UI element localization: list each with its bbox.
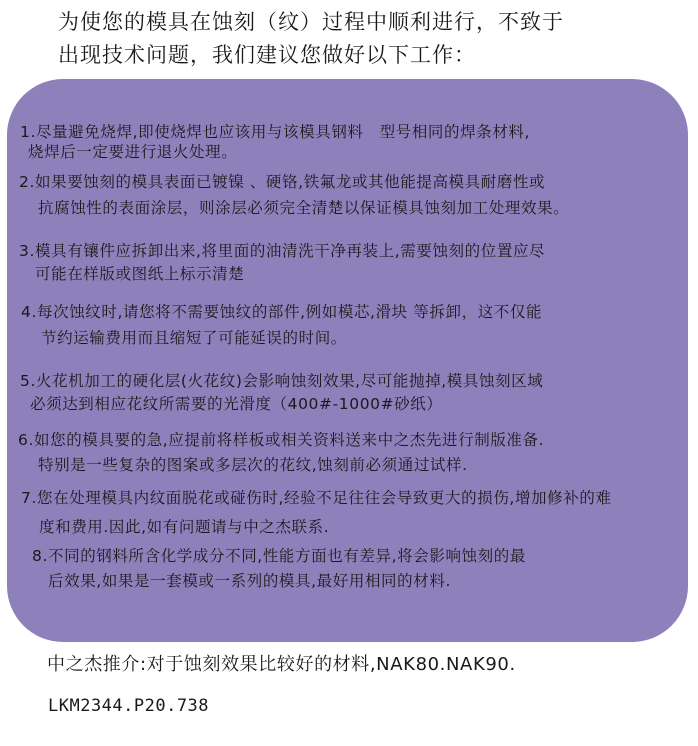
intro-line-1: 为使您的模具在蚀刻（纹）过程中顺利进行，不致于: [58, 10, 564, 34]
instruction-item-7-line-2: 度和费用.因此,如有问题请与中之杰联系.: [39, 518, 330, 536]
material-codes: LKM2344.P20.738: [48, 696, 210, 716]
instruction-item-8-line-2: 后效果,如果是一套模或一系列的模具,最好用相同的材料.: [48, 572, 451, 590]
instruction-item-5-line-2: 必须达到相应花纹所需要的光滑度（400#-1000#砂纸）: [30, 395, 443, 413]
instruction-item-4-line-2: 节约运输费用而且缩短了可能延误的时间。: [41, 329, 347, 347]
instruction-item-7-line-1: 7.您在处理模具内纹面脱花或碰伤时,经验不足往往会导致更大的损伤,增加修补的难: [21, 489, 612, 507]
instruction-item-1-line-2: 烧焊后一定要进行退火处理。: [28, 143, 238, 161]
instruction-item-2-line-2: 抗腐蚀性的表面涂层，则涂层必须完全清楚以保证模具蚀刻加工处理效果。: [38, 199, 570, 217]
instruction-item-6: [18, 430, 545, 474]
instruction-item-4-line-1: 4.每次蚀纹时,请您将不需要蚀纹的部件,例如模芯,滑块 等拆卸，这不仅能: [21, 303, 543, 321]
instruction-item-8-line-1: 8.不同的钢料所含化学成分不同,性能方面也有差异,将会影响蚀刻的最: [32, 547, 526, 565]
instruction-item-3: [19, 241, 545, 281]
instruction-item-1-line-1: 1.尽量避免烧焊,即使烧焊也应该用与该模具钢料 型号相同的焊条材料,: [20, 123, 531, 141]
intro-line-2: 出现技术问题，我们建议您做好以下工作：: [58, 43, 476, 67]
intro-paragraph: [58, 6, 678, 72]
instruction-item-4: [21, 302, 543, 347]
instruction-item-3-line-2: 可能在样版或图纸上标示清楚: [35, 265, 245, 283]
recommended-materials: 中之杰推介:对于蚀刻效果比较好的材料,NAK80.NAK90.: [47, 654, 516, 675]
instruction-item-6-line-2: 特别是一些复杂的图案或多层次的花纹,蚀刻前必须通过试样.: [38, 456, 468, 474]
instruction-item-5: [20, 371, 543, 411]
instruction-item-2: [19, 172, 570, 217]
instruction-item-8: [32, 546, 526, 590]
instruction-item-6-line-1: 6.如您的模具要的急,应提前将样板或相关资料送来中之杰先进行制版准备.: [18, 431, 545, 449]
instruction-item-5-line-1: 5.火花机加工的硬化层(火花纹)会影响蚀刻效果,尽可能抛掉,模具蚀刻区域: [20, 372, 544, 390]
instruction-item-2-line-1: 2.如果要蚀刻的模具表面已镀镍 、硬铬,铁氟龙或其他能提高模具耐磨性或: [19, 173, 546, 191]
instruction-item-3-line-1: 3.模具有镶件应拆卸出来,将里面的油清洗干净再装上,需要蚀刻的位置应尽: [19, 242, 546, 260]
instruction-item-1: [20, 122, 530, 162]
instruction-item-7: [21, 488, 612, 536]
